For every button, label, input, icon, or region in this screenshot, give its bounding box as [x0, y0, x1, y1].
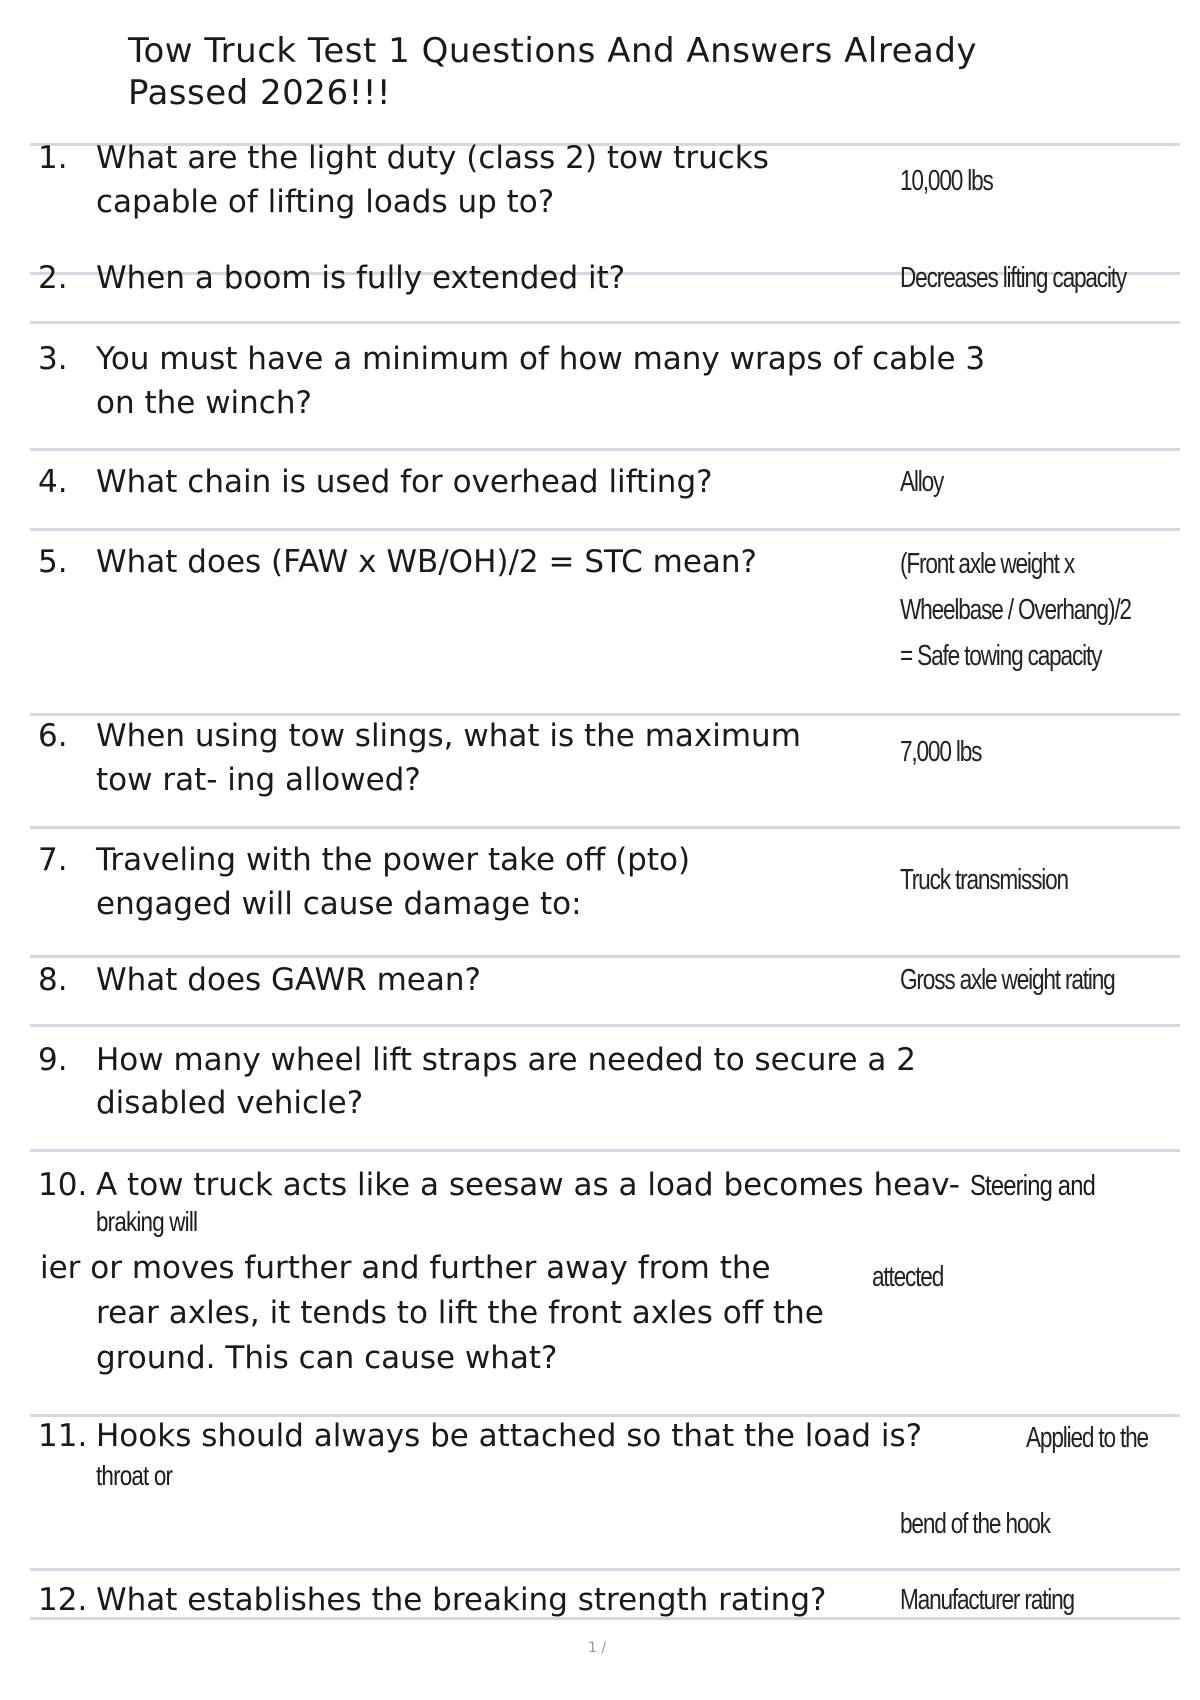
question-number: 4. — [38, 464, 68, 500]
document-title: Tow Truck Test 1 Questions And Answers Already Passed 2026!!! — [128, 31, 978, 113]
divider — [30, 321, 1180, 324]
question-number: 2. — [38, 260, 68, 296]
question-text: What does (FAW x WB/OH)/2 = STC mean? — [96, 544, 758, 580]
question-text: ier or moves further and further away from the — [40, 1250, 771, 1286]
question-number: 11. — [38, 1418, 88, 1454]
divider — [30, 448, 1180, 451]
page-number: 1 / — [588, 1640, 607, 1656]
question-text: ground. This can cause what? — [96, 1340, 558, 1376]
answer-text: Wheelbase / Overhang)/2 — [900, 594, 1131, 626]
answer-text: Decreases lifting capacity — [900, 262, 1127, 294]
divider — [30, 1149, 1180, 1152]
answer-text: attected — [872, 1261, 944, 1293]
answer-text: Truck transmission — [900, 864, 1068, 896]
question-number: 5. — [38, 544, 68, 580]
question-text: What are the light duty (class 2) tow trucks — [96, 140, 769, 176]
question-text: tow rat- ing allowed? — [96, 762, 421, 798]
question-text: What establishes the breaking strength rating? — [96, 1582, 827, 1618]
question-text: engaged will cause damage to: — [96, 886, 582, 922]
question-text: capable of lifting loads up to? — [96, 184, 555, 220]
answer-text: Applied to the — [1026, 1422, 1148, 1454]
divider — [30, 826, 1180, 829]
question-text: on the winch? — [96, 385, 312, 421]
question-text: A tow truck acts like a seesaw as a load becomes heav- Steering and — [96, 1167, 1095, 1203]
question-text: When a boom is fully extended it? — [96, 260, 626, 296]
answer-text: (Front axle weight x — [900, 548, 1074, 580]
question-number: 10. — [38, 1167, 88, 1203]
answer-text: Alloy — [900, 466, 944, 498]
question-number: 8. — [38, 962, 68, 998]
answer-text: throat or — [96, 1460, 173, 1491]
divider — [30, 528, 1180, 531]
question-text: How many wheel lift straps are needed to secure a 2 — [96, 1042, 917, 1078]
divider — [30, 1617, 1180, 1620]
answer-text: = Safe towing capacity — [900, 640, 1102, 672]
question-text: What chain is used for overhead lifting? — [96, 464, 713, 500]
answer-text: braking will — [96, 1206, 198, 1237]
question-text: When using tow slings, what is the maximum — [96, 718, 801, 754]
divider — [30, 1568, 1180, 1571]
answer-text: bend of the hook — [900, 1508, 1050, 1540]
question-text: Traveling with the power take off (pto) — [96, 842, 691, 878]
divider — [30, 1024, 1180, 1027]
question-number: 6. — [38, 718, 68, 754]
answer-text: 7,000 lbs — [900, 736, 982, 768]
question-text: disabled vehicle? — [96, 1085, 364, 1121]
question-text: Hooks should always be attached so that the load is? — [96, 1418, 923, 1454]
question-text: You must have a minimum of how many wraps of cable 3 — [96, 341, 986, 377]
question-number: 1. — [38, 140, 68, 176]
answer-text: Gross axle weight rating — [900, 964, 1115, 996]
question-text: rear axles, it tends to lift the front axles off the — [96, 1295, 824, 1331]
question-number: 9. — [38, 1042, 68, 1078]
question-number: 3. — [38, 341, 68, 377]
answer-text: Manufacturer rating — [900, 1584, 1074, 1616]
answer-text: 10,000 lbs — [900, 165, 993, 197]
question-number: 12. — [38, 1582, 88, 1618]
question-number: 7. — [38, 842, 68, 878]
question-text: What does GAWR mean? — [96, 962, 481, 998]
